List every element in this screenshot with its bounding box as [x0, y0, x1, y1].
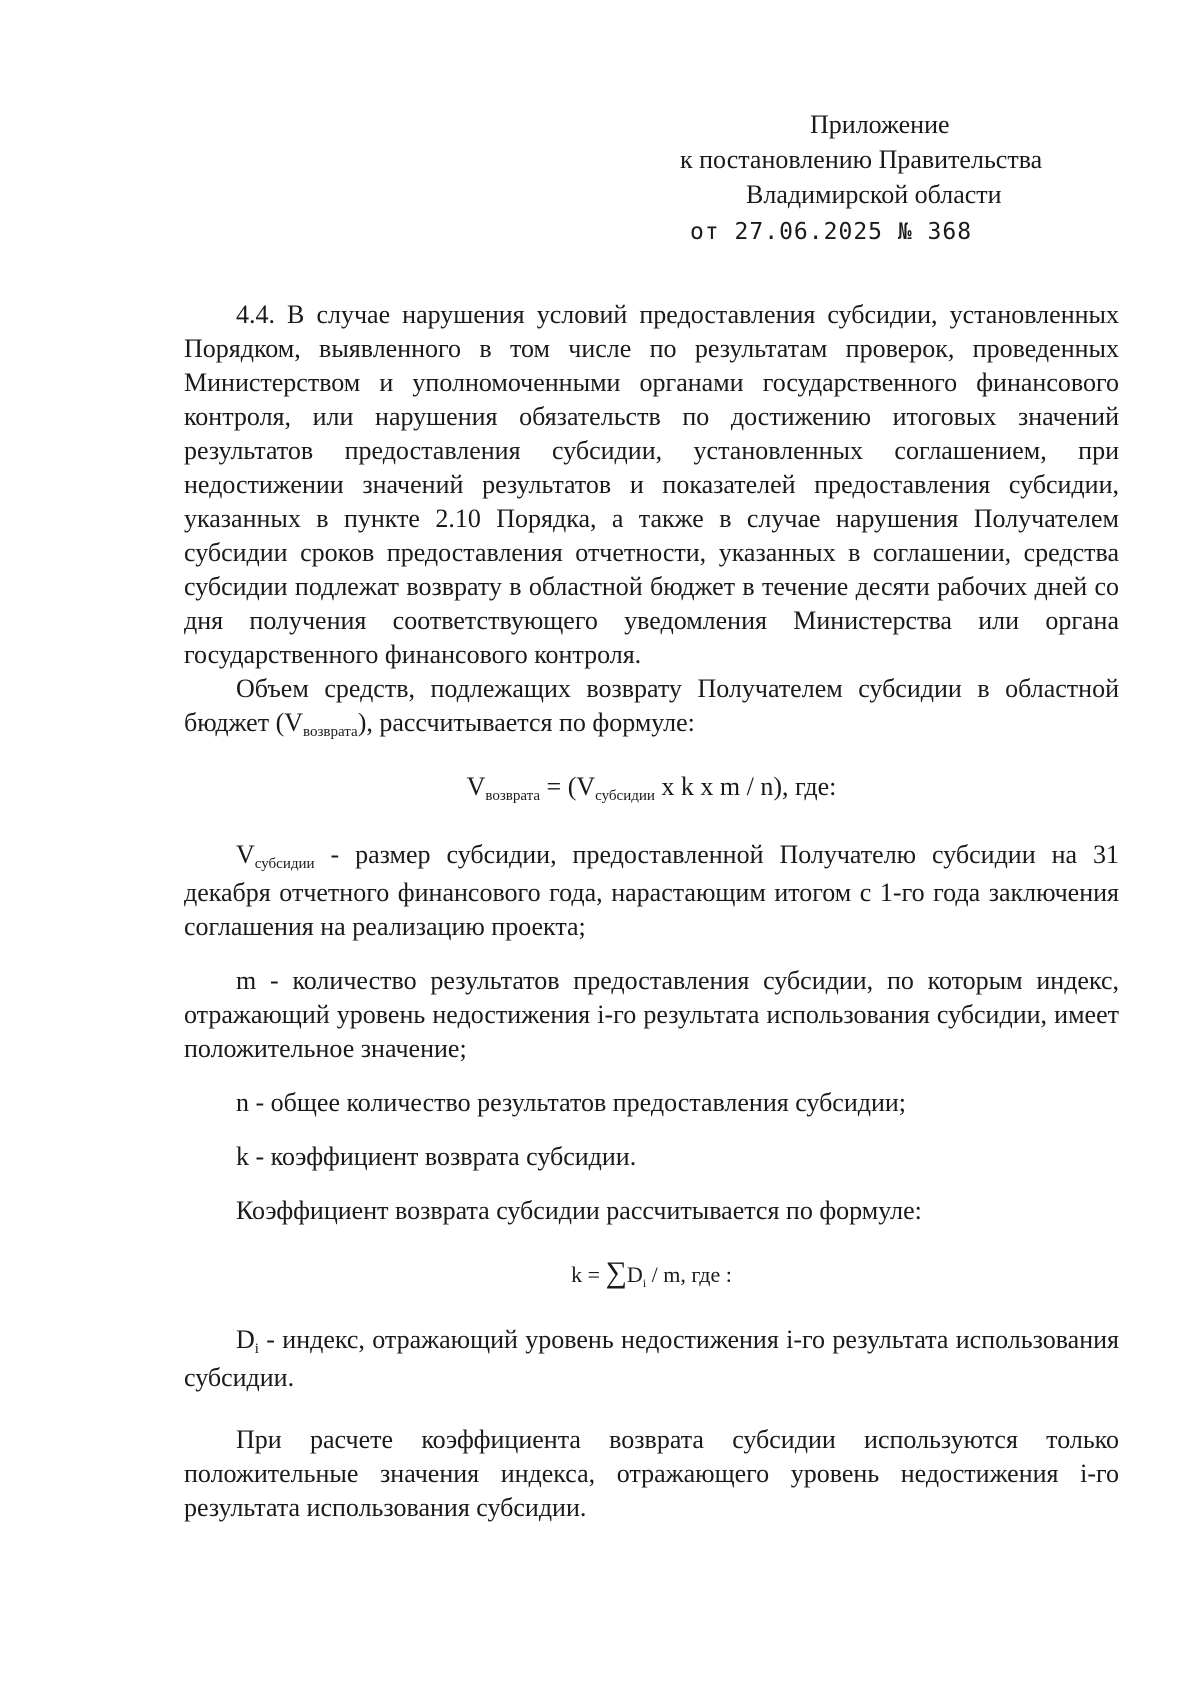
formula1-v: V — [466, 772, 486, 801]
formula1-rest: x k x m / n), где: — [654, 772, 837, 801]
def-d-text: - индекс, отражающий уровень недостижения i-го результата использования субсидии. — [184, 1325, 1119, 1392]
region-name: Владимирской области — [746, 180, 1002, 209]
final-paragraph: При расчете коэффициента возврата субсидии используются только положительные значения индекса, отражающего уровень недостижения i-го результата использования субсидии. — [184, 1425, 1119, 1522]
coefficient-intro: Коэффициент возврата субсидии рассчитывается по формуле: — [236, 1196, 922, 1225]
document-body — [184, 298, 1119, 1525]
resolution-ref: к постановлению Правительства — [680, 145, 1043, 174]
def-v-text: - размер субсидии, предоставленной Получателю субсидии на 31 декабря отчетного финансового года, нарастающим итогом с 1-го года заключения соглашения на реализацию проекта; — [184, 840, 1119, 941]
def-v-sub: субсидии — [254, 856, 315, 872]
paragraph-4-4: 4.4. В случае нарушения условий предоставления субсидии, установленных Порядком, выявленного в том числе по результатам проверок, проведенных Министерством и уполномоченными органами государственного финансового контроля, или нарушения обязательств по достижению итоговых значений результатов предоставления субсидии, установленных соглашением, при недостижении значений результатов и показателей предоставления субсидии, указанных в пункте 2.10 Порядка, а также в случае нарушения Получателем субсидии сроков предоставления отчетности, указанных в соглашении, средства субсидии подлежат возврату в областной бюджет в течение десяти рабочих дней со дня получения соответствующего уведомления Министерства или органа государственного финансового контроля. — [184, 300, 1119, 669]
volume-subscript: возврата — [303, 724, 358, 740]
definition-d — [184, 1323, 1119, 1395]
volume-paragraph — [184, 672, 1119, 744]
formula-coefficient — [184, 1256, 1119, 1295]
def-v-letter: V — [236, 840, 255, 869]
definition-n: n - общее количество результатов предоставления субсидии; — [236, 1088, 907, 1117]
formula-return-volume — [184, 770, 1119, 808]
formula1-eq: = (V — [540, 772, 596, 801]
formula2-rest: / m, где : — [646, 1262, 732, 1287]
formula2-lhs: k = — [571, 1262, 606, 1287]
appendix-title: Приложение — [810, 110, 950, 139]
formula1-s-sub: субсидии — [595, 788, 655, 804]
def-d-letter: D — [236, 1325, 255, 1354]
volume-text-pre: Объем средств, подлежащих возврату Получателем субсидии в областной бюджет (V — [184, 674, 1119, 737]
definition-v-subsidy — [184, 838, 1119, 944]
sum-symbol: ∑ — [605, 1256, 627, 1289]
formula2-d-sub: i — [642, 1276, 647, 1290]
date-number: от 27.06.2025 № 368 — [690, 219, 973, 245]
definition-k: k - коэффициент возврата субсидии. — [236, 1142, 637, 1171]
formula1-v-sub: возврата — [485, 788, 541, 804]
def-d-sub: i — [254, 1341, 259, 1357]
formula2-d: D — [626, 1262, 643, 1287]
volume-text-post: ), рассчитывается по формуле: — [357, 708, 695, 737]
definition-m: m - количество результатов предоставления субсидии, по которым индекс, отражающий уровень недостижения i-го результата использования субсидии, имеет положительное значение; — [184, 966, 1119, 1063]
